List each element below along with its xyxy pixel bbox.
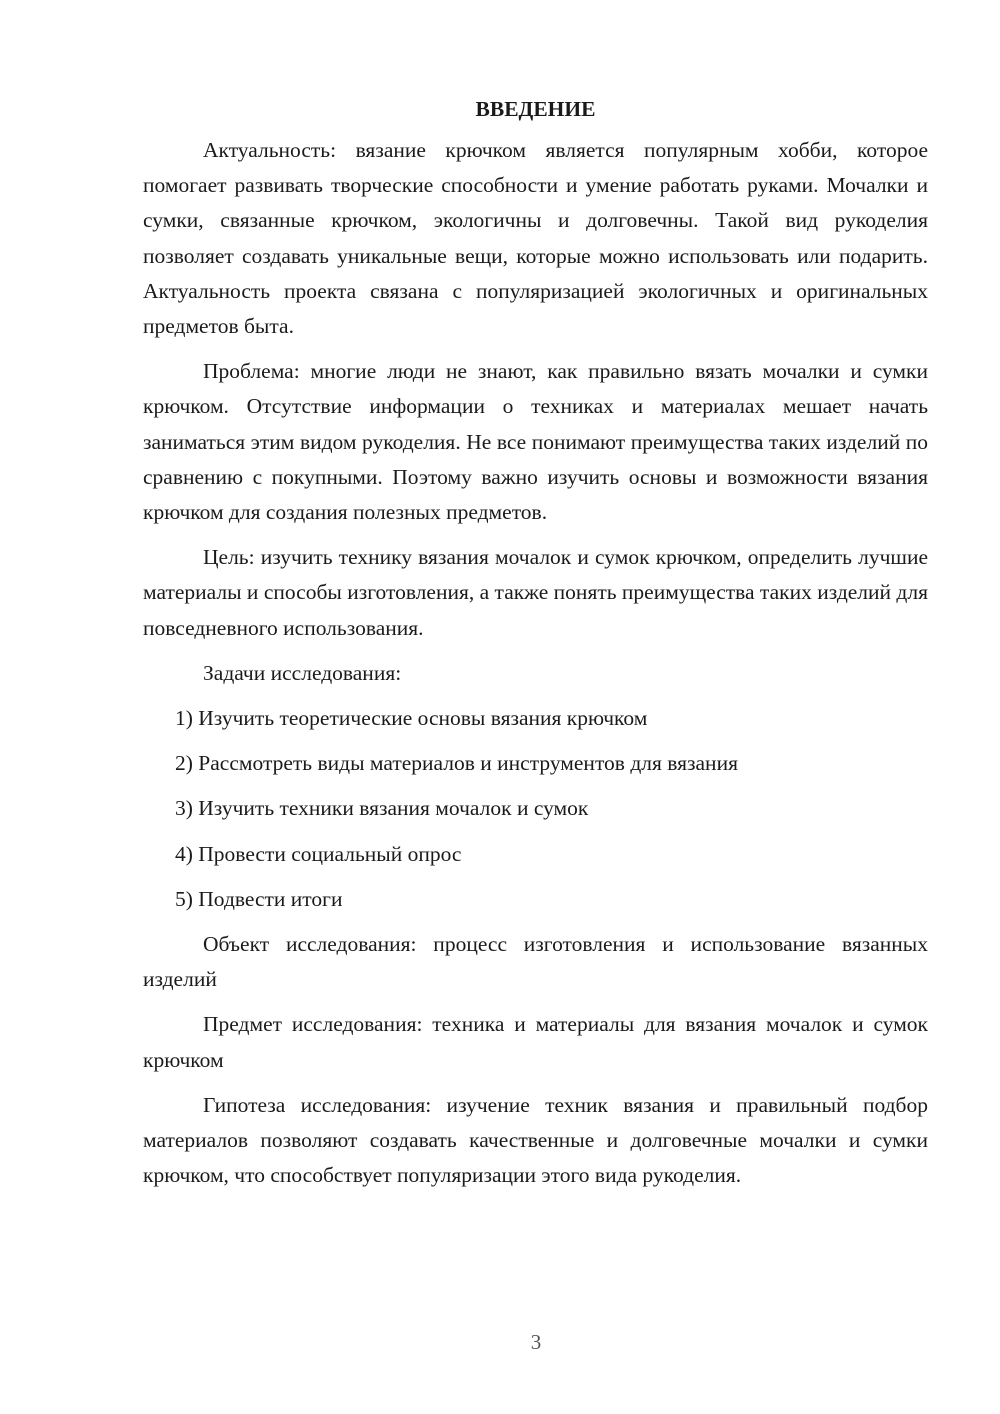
task-item-3: 3) Изучить техники вязания мочалок и сумок <box>175 796 589 821</box>
hypothesis-paragraph: Гипотеза исследования: изучение техник вязания и правильный подбор материалов позволяют создавать качественные и долговечные мочалки и сумки крючком, что способствует популяризации этого вида рукоделия. <box>143 1092 928 1188</box>
task-item-4: 4) Провести социальный опрос <box>175 841 462 866</box>
subject-paragraph: Предмет исследования: техника и материалы для вязания мочалок и сумок крючком <box>143 1012 928 1072</box>
page-title: ВВЕДЕНИЕ <box>475 97 596 121</box>
task-item-2: 2) Рассмотреть виды материалов и инструментов для вязания <box>175 751 738 776</box>
task-item-5: 5) Подвести итоги <box>175 886 343 911</box>
goal-paragraph: Цель: изучить технику вязания мочалок и сумок крючком, определить лучшие материалы и способы изготовления, а также понять преимущества таких изделий для повседневного использования. <box>143 545 928 640</box>
page-number: 3 <box>530 1330 542 1354</box>
problem-paragraph: Проблема: многие люди не знают, как правильно вязать мочалки и сумки крючком. Отсутствие информации о техниках и материалах мешает начать заниматься этим видом рукоделия. Не все понимают преимущества таких изделий по сравнению с покупными. Поэтому важно изучить основы и возможности вязания крючком для создания полезных предметов. <box>143 359 928 525</box>
tasks-heading: Задачи исследования: <box>203 660 402 685</box>
object-paragraph: Объект исследования: процесс изготовления и использование вязанных изделий <box>143 932 928 992</box>
relevance-paragraph: Актуальность: вязание крючком является популярным хобби, которое помогает развивать творческие способности и умение работать руками. Мочалки и сумки, связанные крючком, экологичны и долговечны. Такой вид рукоделия позволяет создавать уникальные вещи, которые можно использовать или подарить. Актуальность проекта связана с популяризацией экологичных и оригинальных предметов быта. <box>143 138 928 339</box>
tasks-list <box>143 701 928 917</box>
task-item-1: 1) Изучить теоретические основы вязания крючком <box>175 706 648 731</box>
document-page <box>143 92 928 1203</box>
